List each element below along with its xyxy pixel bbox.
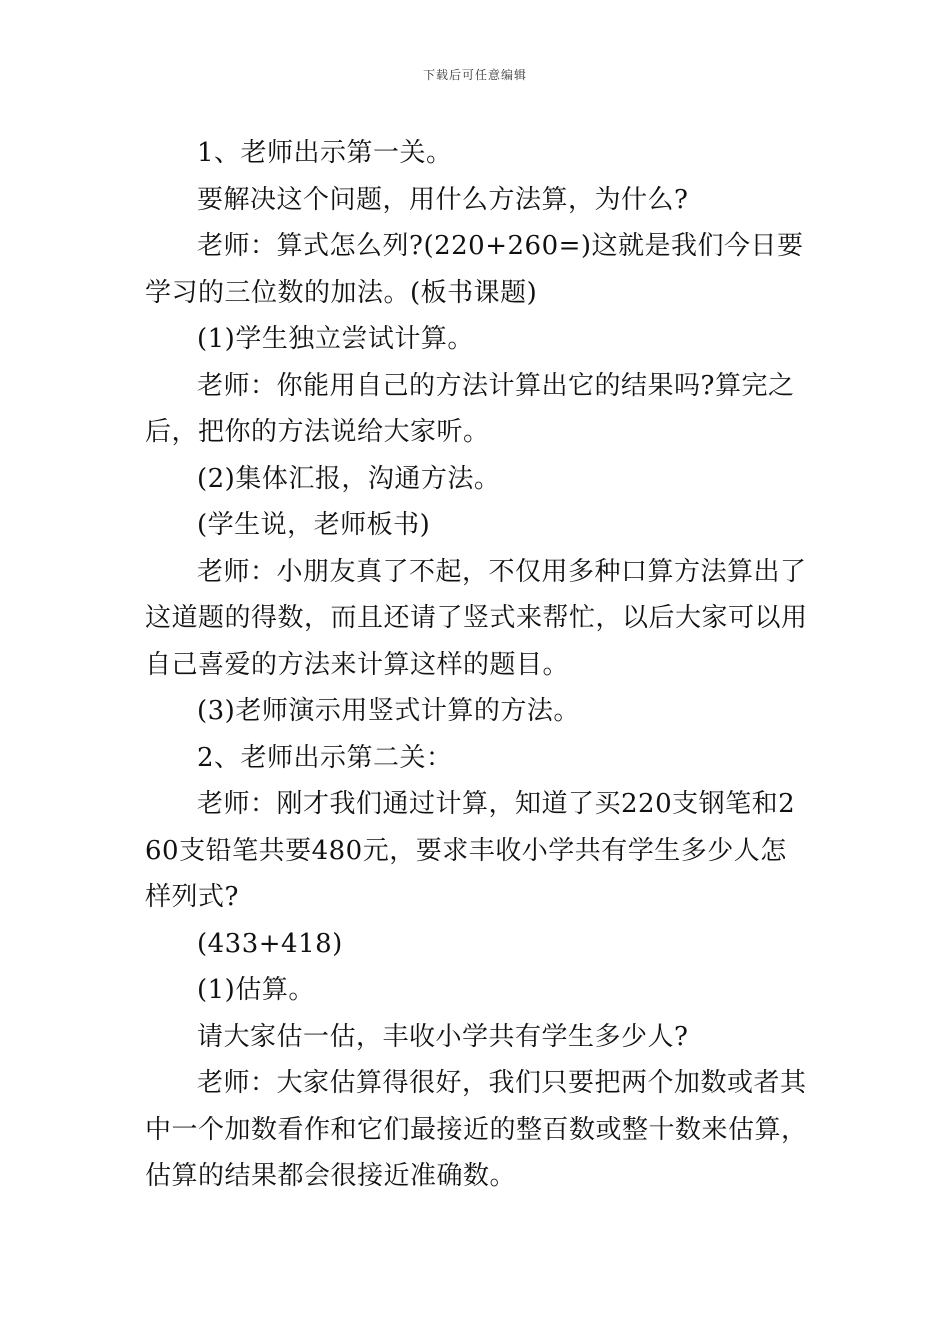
document-body xyxy=(145,130,810,1200)
paragraph: (2)集体汇报，沟通方法。 xyxy=(197,463,501,494)
paragraph: 老师：刚才我们通过计算，知道了买220支钢笔和260支铅笔共要480元，要求丰收小学共有学生多少人怎样列式? xyxy=(145,789,796,912)
page-header: 下载后可任意编辑 xyxy=(422,68,527,82)
paragraph: (3)老师演示用竖式计算的方法。 xyxy=(197,696,580,726)
paragraph: 老师：你能用自己的方法计算出它的结果吗?算完之后，把你的方法说给大家听。 xyxy=(145,370,795,447)
paragraph: (1)学生独立尝试计算。 xyxy=(197,324,474,354)
paragraph: 2、老师出示第二关： xyxy=(197,742,453,773)
paragraph: 1、老师出示第一关。 xyxy=(197,138,453,168)
paragraph: 老师：小朋友真了不起，不仅用多种口算方法算出了这道题的得数，而且还请了竖式来帮忙，以后大家可以用自己喜爱的方法来计算这样的题目。 xyxy=(145,556,808,680)
paragraph: 老师：算式怎么列?(220+260=)这就是我们今日要学习的三位数的加法。(板书课题) xyxy=(145,231,804,308)
paragraph: 老师：大家估算得很好，我们只要把两个加数或者其中一个加数看作和它们最接近的整百数或整十数来估算，估算的结果都会很接近准确数。 xyxy=(145,1068,808,1191)
paragraph: 要解决这个问题，用什么方法算，为什么? xyxy=(197,184,689,215)
paragraph: (学生说，老师板书) xyxy=(197,510,431,540)
paragraph: (433+418) xyxy=(197,928,343,959)
paragraph: (1)估算。 xyxy=(197,975,315,1005)
paragraph: 请大家估一估，丰收小学共有学生多少人? xyxy=(197,1021,689,1052)
